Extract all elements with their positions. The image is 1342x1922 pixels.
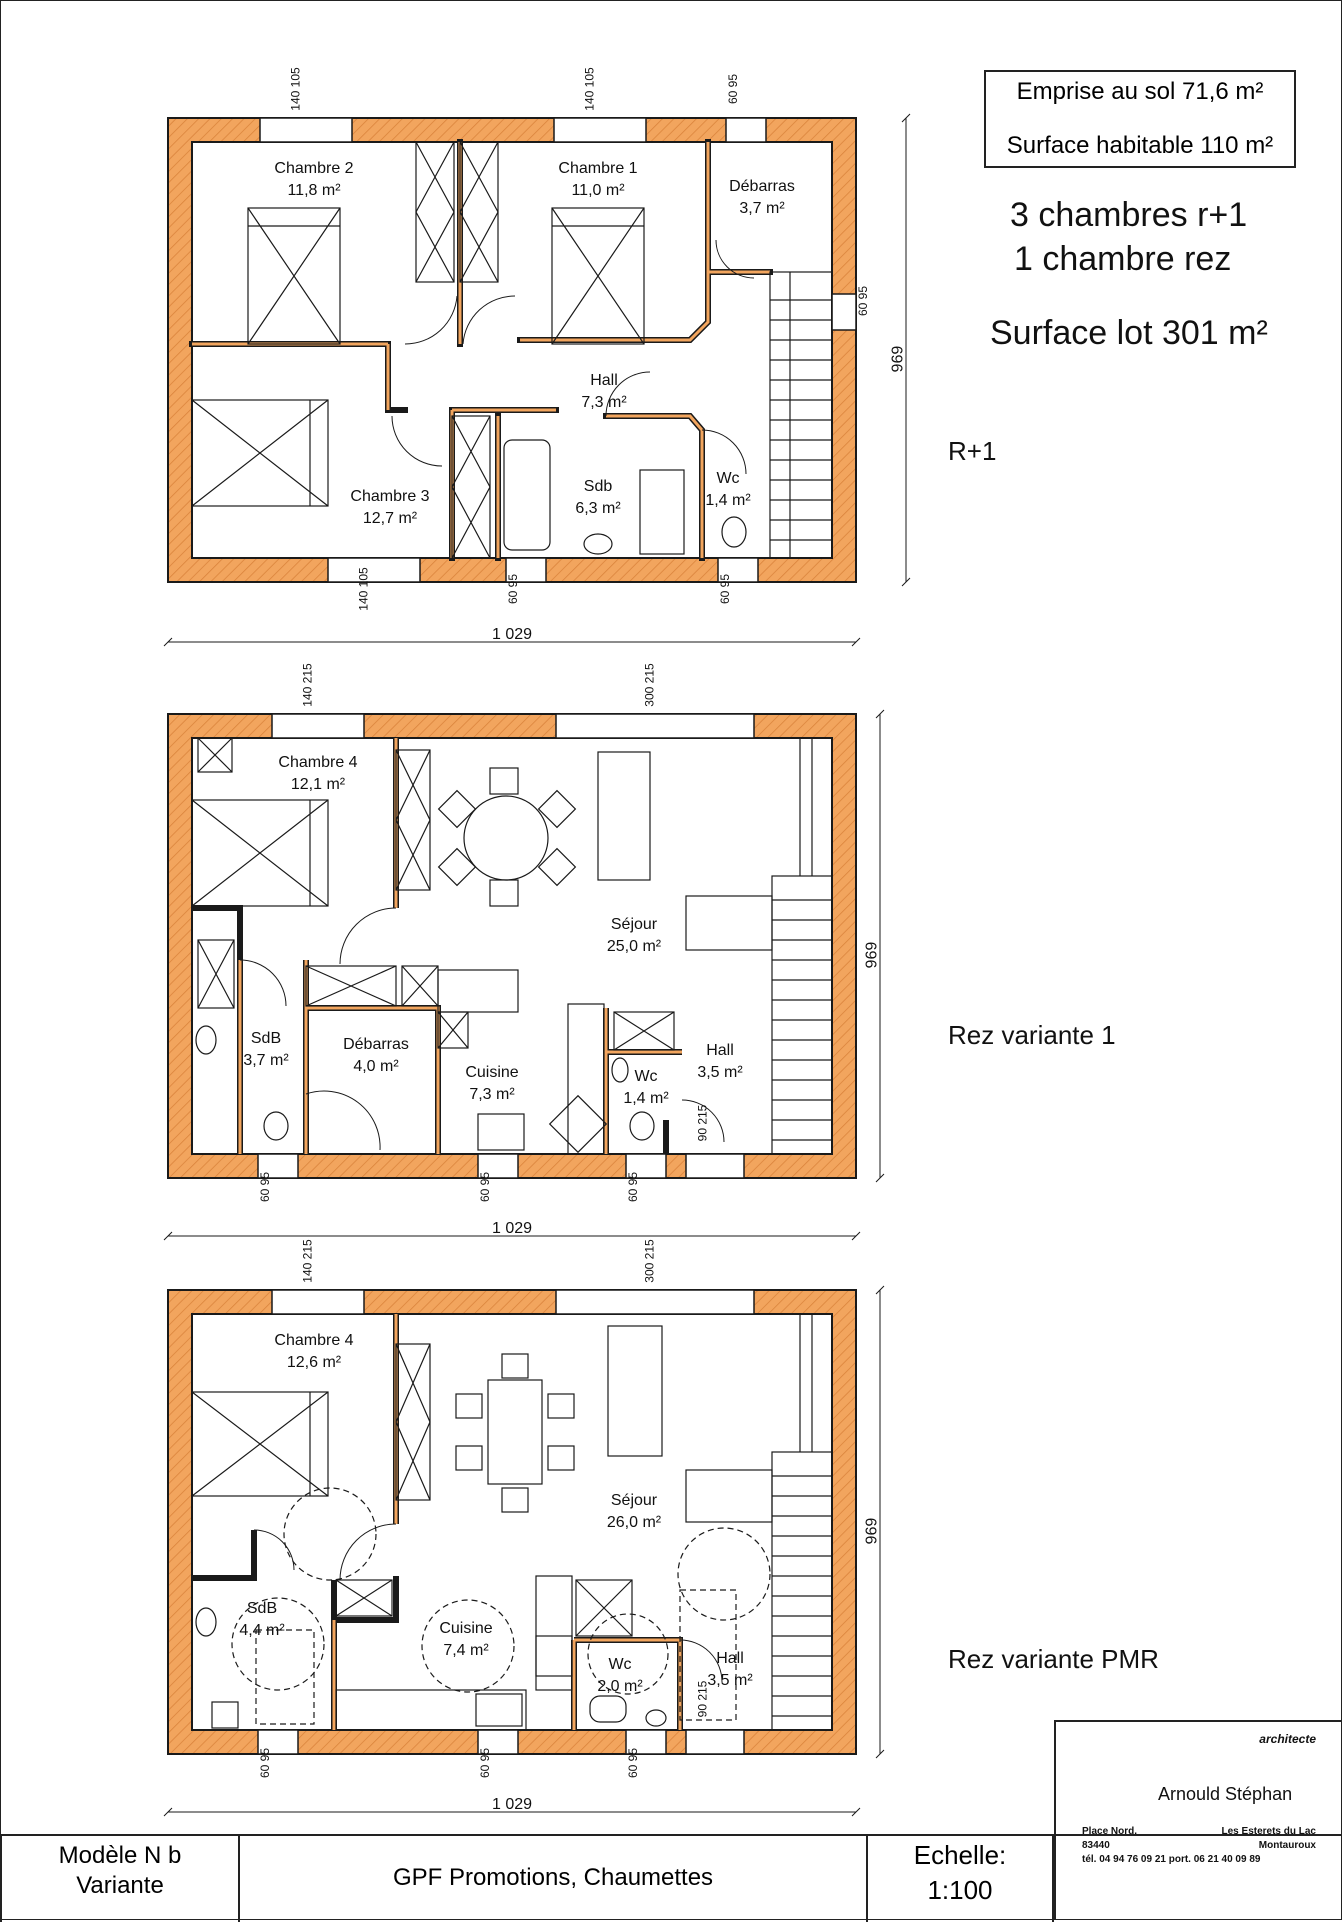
- room-area: 25,0 m²: [606, 938, 662, 955]
- room-label: [254, 1330, 374, 1374]
- toilet: [212, 1702, 238, 1728]
- sofa: [598, 752, 650, 880]
- bed: [192, 400, 328, 506]
- window: [260, 118, 352, 142]
- room-name: Wc: [716, 470, 740, 487]
- wardrobe: [306, 966, 396, 1006]
- room-label: [660, 1040, 780, 1084]
- armchair: [686, 1470, 772, 1522]
- kitchen-sink: [478, 1114, 524, 1150]
- door-swing: [405, 296, 457, 344]
- room-name: Hall: [706, 1042, 734, 1059]
- scale-cell: [868, 1836, 1054, 1922]
- opening-dimension: 140 105: [356, 567, 371, 611]
- window: [272, 1290, 364, 1314]
- opening-dimension: 140 105: [582, 67, 597, 111]
- window: [726, 118, 766, 142]
- overall-width: 1 029: [492, 1220, 533, 1237]
- dining-table: [488, 1380, 542, 1484]
- wardrobe: [460, 142, 498, 282]
- counter: [438, 970, 518, 1012]
- room-label: [254, 158, 374, 202]
- opening-dimension: 300 215: [642, 1239, 657, 1283]
- armchair: [686, 896, 772, 950]
- architect-postcode: 83440: [1082, 1840, 1110, 1851]
- room-label: [538, 476, 658, 520]
- room-area: 4,0 m²: [353, 1058, 399, 1075]
- room-area: 12,6 m²: [286, 1354, 342, 1371]
- room-label: [668, 468, 788, 512]
- staircase: [770, 272, 832, 558]
- wardrobe: [336, 1580, 392, 1616]
- room-name: Hall: [590, 372, 618, 389]
- level-label-rez1: Rez variante 1: [948, 1020, 1116, 1050]
- door: [686, 1730, 744, 1754]
- wardrobe: [576, 1580, 632, 1636]
- room-label: [538, 158, 658, 202]
- window: [556, 714, 754, 738]
- chairs: [456, 1354, 574, 1512]
- room-label: [432, 1062, 552, 1106]
- surface-habitable-text: Surface habitable 110 m²: [1006, 132, 1274, 159]
- opening-dimension: 140 215: [300, 1239, 315, 1283]
- architect-town: Montauroux: [1258, 1840, 1316, 1851]
- level-label-r1: R+1: [948, 436, 997, 466]
- room-area: 3,7 m²: [739, 200, 785, 217]
- room-name: Séjour: [610, 1492, 658, 1509]
- room-area: 11,0 m²: [571, 182, 625, 199]
- room-area: 1,4 m²: [705, 492, 751, 509]
- turning-circle: [284, 1488, 376, 1580]
- room-name: Wc: [608, 1656, 632, 1673]
- shower: [198, 738, 232, 772]
- wardrobe: [416, 142, 454, 282]
- room-label: [258, 752, 378, 796]
- level-label-pmr: Rez variante PMR: [948, 1644, 1159, 1674]
- dining-table: [464, 796, 548, 880]
- sink: [584, 534, 612, 554]
- opening-dimension: 140 215: [300, 663, 315, 707]
- room-area: 2,0 m²: [597, 1678, 643, 1695]
- bed: [192, 800, 328, 906]
- door-swing: [240, 960, 286, 1006]
- project-cell: [240, 1836, 868, 1922]
- room-name: Sdb: [583, 478, 613, 495]
- room-name: Hall: [716, 1650, 744, 1667]
- window: [272, 714, 364, 738]
- architect-name: Arnould Stéphan: [1158, 1784, 1293, 1804]
- partition: [388, 344, 405, 410]
- room-label: [206, 1028, 326, 1072]
- window: [832, 294, 856, 330]
- scale-value: 1:100: [927, 1875, 993, 1905]
- room-name: Wc: [634, 1068, 658, 1085]
- door-swing: [340, 1524, 396, 1580]
- room-name: Chambre 3: [350, 488, 430, 505]
- door-swing: [306, 1091, 380, 1150]
- title-block: [0, 1834, 1342, 1922]
- opening-dimension: 60 95: [258, 1747, 273, 1779]
- opening-dimension: 60 95: [478, 1171, 493, 1203]
- room-area: 26,0 m²: [606, 1514, 662, 1531]
- bed: [552, 208, 644, 344]
- room-label: [560, 1654, 680, 1698]
- door-swing: [463, 296, 515, 344]
- opening-dimension: 60 95: [258, 1171, 273, 1203]
- toilet: [590, 1696, 626, 1722]
- room-area: 3,5 m²: [697, 1064, 743, 1081]
- door: [686, 1154, 744, 1178]
- cupboard: [438, 1012, 468, 1048]
- opening-dimension: 60 95: [726, 73, 741, 105]
- staircase: [772, 738, 832, 1154]
- turning-circle: [678, 1528, 770, 1620]
- room-label: [330, 486, 450, 530]
- architect-role: architecte: [1259, 1732, 1316, 1746]
- opening-dimension: 60 95: [856, 285, 871, 317]
- architect-address-1: Place Nord,: [1082, 1826, 1138, 1837]
- architect-phone: tél. 04 94 76 09 21 port. 06 21 40 09 89: [1082, 1854, 1261, 1865]
- room-area: 3,5 m²: [707, 1672, 753, 1689]
- room-name: Chambre 1: [558, 160, 638, 177]
- toilet: [264, 1112, 288, 1140]
- opening-dimension: 90 215: [695, 1104, 710, 1142]
- door-swing: [254, 1530, 294, 1570]
- room-label: [574, 914, 694, 958]
- opening-dimension: 300 215: [642, 663, 657, 707]
- room-area: 7,3 m²: [581, 394, 627, 411]
- room-name: Chambre 2: [274, 160, 354, 177]
- window: [554, 118, 646, 142]
- shower: [198, 940, 234, 1008]
- bed: [192, 1392, 328, 1496]
- chambres-rez: 1 chambre rez: [1014, 240, 1232, 278]
- room-label: [574, 1490, 694, 1534]
- room-area: 12,7 m²: [362, 510, 418, 527]
- room-name: Cuisine: [439, 1620, 493, 1637]
- room-area: 7,4 m²: [443, 1642, 489, 1659]
- wardrobe: [396, 750, 430, 890]
- chairs: [439, 768, 576, 906]
- window: [556, 1290, 754, 1314]
- surface-lot: Surface lot 301 m²: [990, 314, 1268, 352]
- overall-depth: 696: [887, 345, 905, 373]
- room-area: 12,1 m²: [290, 776, 346, 793]
- toilet: [630, 1112, 654, 1140]
- summary-box: [984, 70, 1296, 168]
- room-area: 11,8 m²: [287, 182, 341, 199]
- door-swing: [392, 416, 442, 466]
- room-name: Cuisine: [465, 1064, 519, 1081]
- room-area: 6,3 m²: [575, 500, 621, 517]
- room-area: 1,4 m²: [623, 1090, 669, 1107]
- room-area: 4,4 m²: [239, 1622, 285, 1639]
- sofa: [608, 1326, 662, 1456]
- room-label: [544, 370, 664, 414]
- overall-width: 1 029: [492, 626, 533, 643]
- chambres-etage: 3 chambres r+1: [1010, 196, 1248, 234]
- architect-address-2: Les Esterets du Lac: [1221, 1826, 1316, 1837]
- room-name: Débarras: [729, 178, 795, 195]
- room-label: [316, 1034, 436, 1078]
- toilet: [722, 517, 746, 547]
- wardrobe: [396, 1344, 430, 1500]
- room-label: [406, 1618, 526, 1662]
- opening-dimension: 90 215: [695, 1680, 710, 1718]
- wardrobe: [402, 966, 438, 1006]
- model-cell: [0, 1836, 240, 1922]
- room-name: Séjour: [610, 916, 658, 933]
- opening-dimension: 60 95: [506, 573, 521, 605]
- window: [328, 558, 420, 582]
- room-name: SdB: [246, 1600, 278, 1617]
- kitchen-counter: [336, 1690, 526, 1730]
- model-name: Modèle N b: [58, 1842, 182, 1869]
- room-name: Chambre 4: [278, 754, 358, 771]
- room-name: Chambre 4: [274, 1332, 354, 1349]
- room-name: SdB: [250, 1030, 282, 1047]
- model-sub: Variante: [76, 1872, 164, 1899]
- emprise-text: Emprise au sol 71,6 m²: [1016, 78, 1264, 105]
- overall-depth: 696: [861, 1517, 879, 1545]
- project-name: GPF Promotions, Chaumettes: [392, 1864, 714, 1891]
- room-name: Débarras: [343, 1036, 409, 1053]
- room-label: [702, 176, 822, 220]
- sink: [646, 1710, 666, 1726]
- opening-dimension: 140 105: [288, 67, 303, 111]
- room-area: 7,3 m²: [469, 1086, 515, 1103]
- room-label: [670, 1648, 790, 1692]
- wardrobe: [452, 416, 490, 558]
- scale-label: Echelle:: [913, 1840, 1007, 1870]
- kitchen-sink: [476, 1694, 522, 1726]
- room-label: [202, 1598, 322, 1642]
- bed: [248, 208, 340, 344]
- room-area: 3,7 m²: [243, 1052, 289, 1069]
- overall-depth: 696: [861, 941, 879, 969]
- overall-width: 1 029: [492, 1796, 533, 1813]
- clear-zone: [256, 1630, 314, 1724]
- door-swing: [340, 908, 396, 964]
- opening-dimension: 60 95: [718, 573, 733, 605]
- opening-dimension: 60 95: [626, 1747, 641, 1779]
- opening-dimension: 60 95: [626, 1171, 641, 1203]
- opening-dimension: 60 95: [478, 1747, 493, 1779]
